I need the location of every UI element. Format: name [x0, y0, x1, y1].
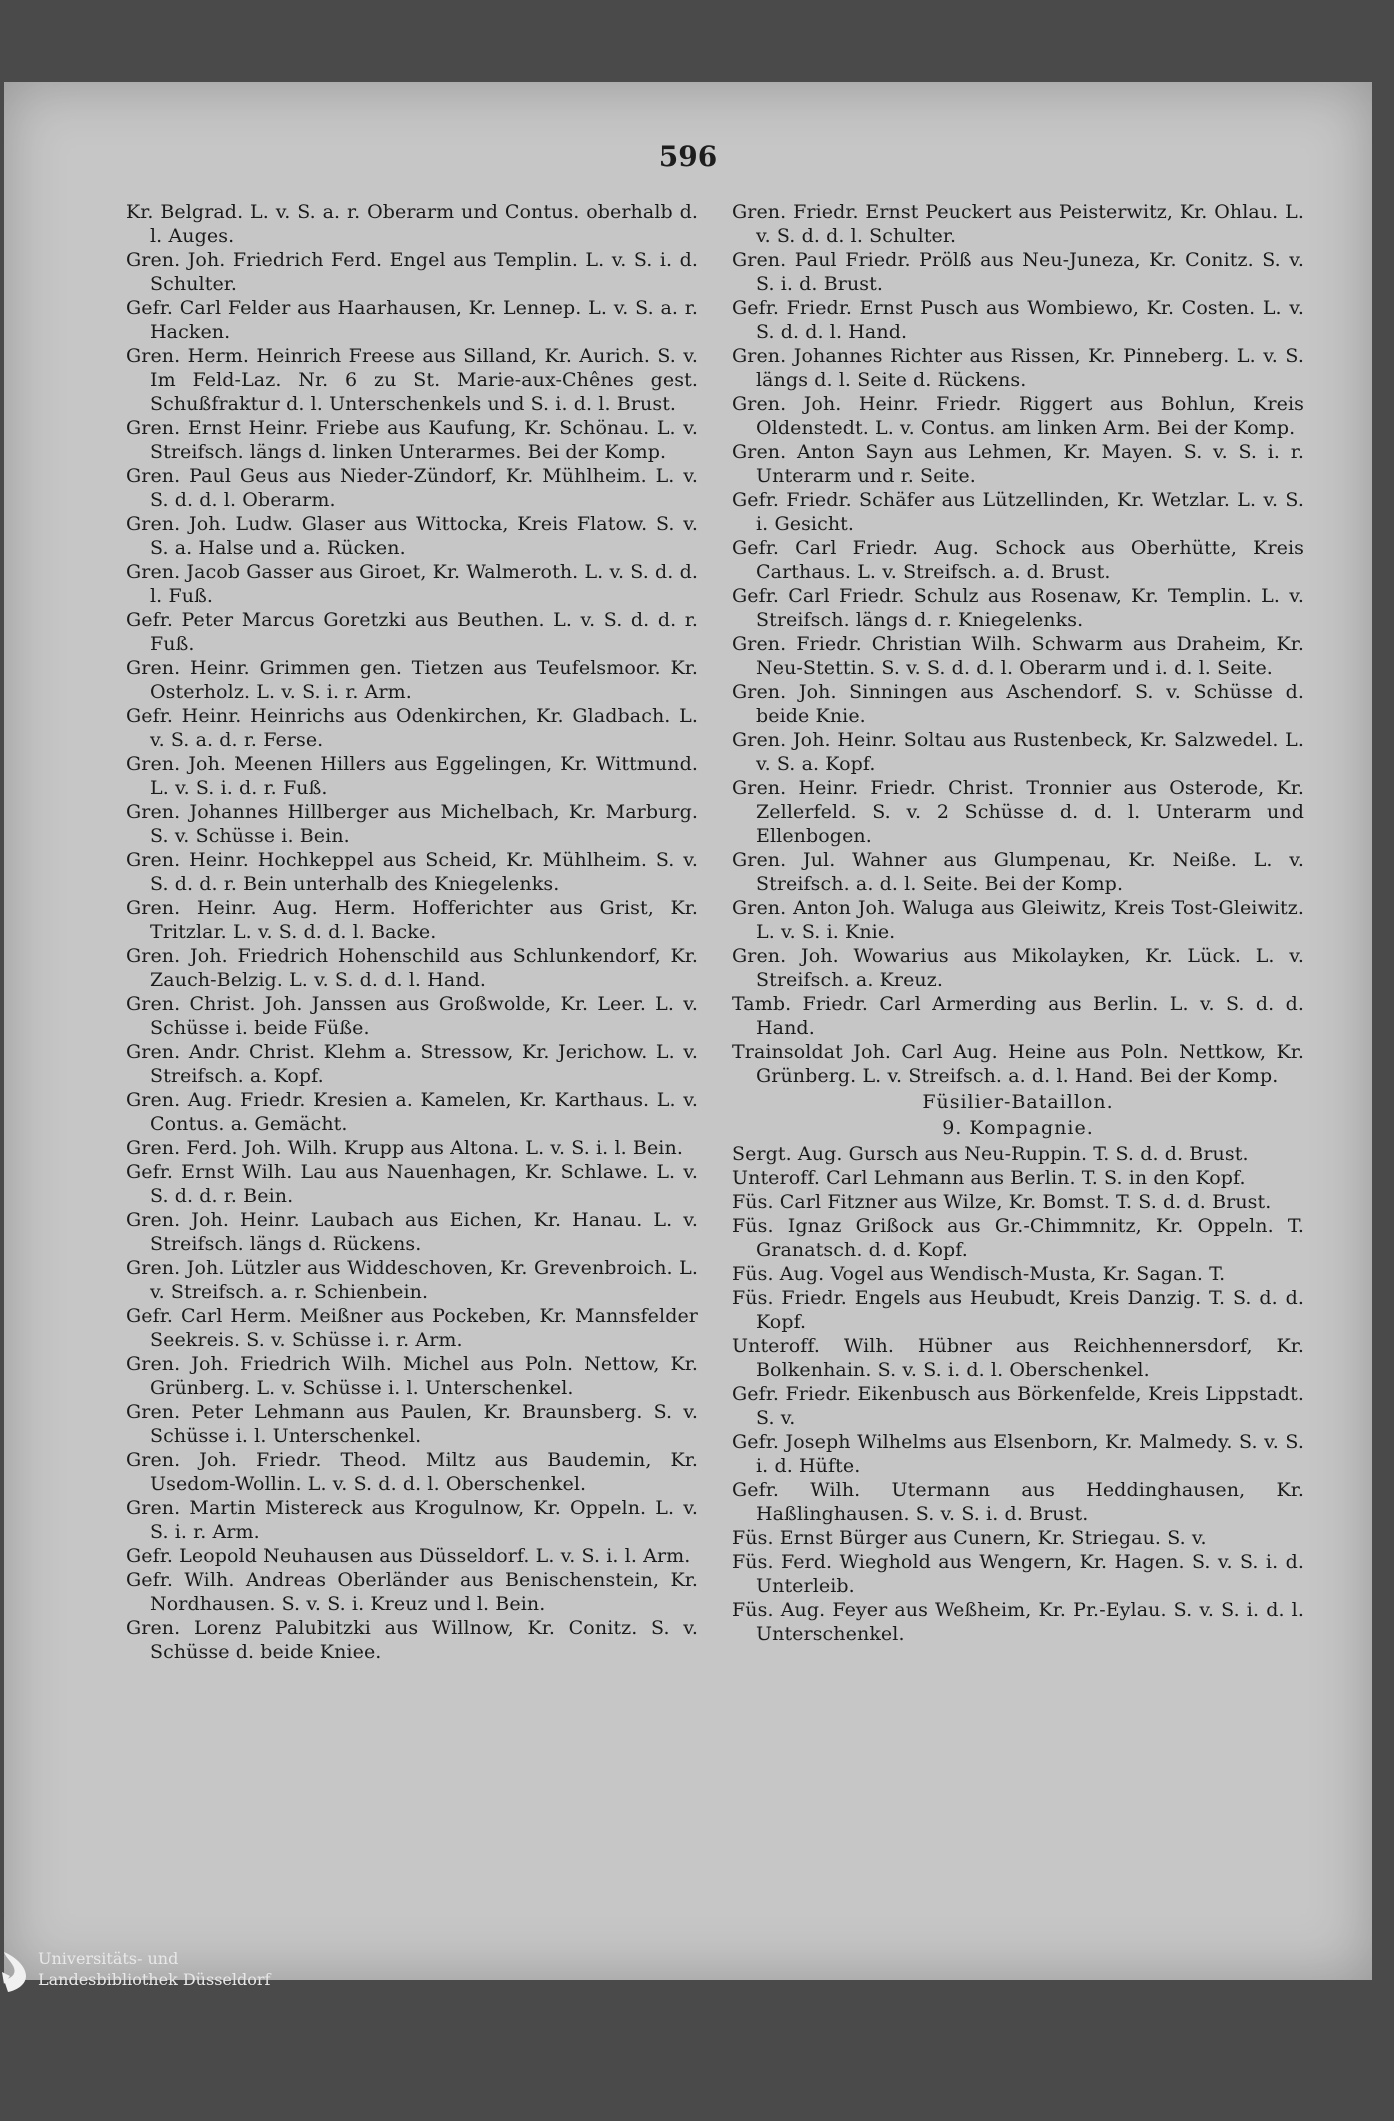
casualty-entry: Füs. Aug. Vogel aus Wendisch-Musta, Kr. Sagan. T.: [732, 1263, 1226, 1285]
casualty-entry: Gren. Joh. Meenen Hillers aus Eggelingen, Kr. Wittmund. L. v. S. i. d. r. Fuß.: [126, 753, 698, 799]
casualty-entry: Gefr. Peter Marcus Goretzki aus Beuthen. L. v. S. d. d. r. Fuß.: [126, 609, 698, 655]
casualty-entry: Gren. Joh. Heinr. Laubach aus Eichen, Kr. Hanau. L. v. Streifsch. längs d. Rückens.: [126, 1209, 698, 1255]
casualty-entry: Gren. Paul Geus aus Nieder-Zündorf, Kr. Mühlheim. L. v. S. d. d. l. Oberarm.: [126, 465, 698, 511]
library-watermark: [0, 1948, 270, 1994]
casualty-entry: Gren. Jacob Gasser aus Giroet, Kr. Walmeroth. L. v. S. d. d. l. Fuß.: [126, 561, 698, 607]
casualty-entry: Gefr. Wilh. Andreas Oberländer aus Benischenstein, Kr. Nordhausen. S. v. S. i. Kreuz und l. Bein.: [126, 1569, 698, 1615]
company-heading: 9. Kompagnie.: [942, 1117, 1094, 1139]
casualty-entry: Gren. Joh. Friedrich Ferd. Engel aus Templin. L. v. S. i. d. Schulter.: [126, 249, 698, 295]
casualty-entry: Gefr. Heinr. Heinrichs aus Odenkirchen, Kr. Gladbach. L. v. S. a. d. r. Ferse.: [126, 705, 698, 751]
page-number: 596: [658, 140, 718, 173]
casualty-entry: Tamb. Friedr. Carl Armerding aus Berlin. L. v. S. d. d. Hand.: [732, 993, 1304, 1039]
casualty-entry: Gren. Paul Friedr. Prölß aus Neu-Juneza, Kr. Conitz. S. v. S. i. d. Brust.: [732, 249, 1304, 295]
battalion-heading: Füsilier-Bataillon.: [922, 1091, 1114, 1113]
casualty-entry: Sergt. Aug. Gursch aus Neu-Ruppin. T. S. d. d. Brust.: [732, 1143, 1249, 1165]
casualty-entry: Kr. Belgrad. L. v. S. a. r. Oberarm und Contus. oberhalb d. l. Auges.: [126, 201, 698, 247]
document-page: [4, 82, 1372, 1980]
casualty-entry: Gren. Friedr. Christian Wilh. Schwarm aus Draheim, Kr. Neu-Stettin. S. v. S. d. d. l. Oberarm und i. d. l. Seite.: [732, 633, 1304, 679]
casualty-entry: Gren. Joh. Friedrich Hohenschild aus Schlunkendorf, Kr. Zauch-Belzig. L. v. S. d. d. l. Hand.: [126, 945, 698, 991]
watermark-line-1: Universitäts- und: [38, 1949, 179, 1968]
casualty-entry: Trainsoldat Joh. Carl Aug. Heine aus Poln. Nettkow, Kr. Grünberg. L. v. Streifsch. a. d. l. Hand. Bei der Komp.: [732, 1041, 1304, 1087]
casualty-entry: Gren. Heinr. Friedr. Christ. Tronnier aus Osterode, Kr. Zellerfeld. S. v. 2 Schüsse d. d. l. Unterarm und Ellenbogen.: [732, 777, 1304, 847]
casualty-entry: Gren. Christ. Joh. Janssen aus Großwolde, Kr. Leer. L. v. Schüsse i. beide Füße.: [126, 993, 698, 1039]
casualty-entry: Gren. Martin Mistereck aus Krogulnow, Kr. Oppeln. L. v. S. i. r. Arm.: [126, 1497, 698, 1543]
casualty-entry: Gren. Lorenz Palubitzki aus Willnow, Kr. Conitz. S. v. Schüsse d. beide Kniee.: [126, 1617, 698, 1663]
casualty-entry: Gefr. Carl Friedr. Aug. Schock aus Oberhütte, Kreis Carthaus. L. v. Streifsch. a. d. Brust.: [732, 537, 1304, 583]
casualty-entry: Füs. Carl Fitzner aus Wilze, Kr. Bomst. T. S. d. d. Brust.: [732, 1191, 1272, 1213]
casualty-entry: Gren. Joh. Heinr. Soltau aus Rustenbeck, Kr. Salzwedel. L. v. S. a. Kopf.: [732, 729, 1304, 775]
watermark-line-2: Landesbibliothek Düsseldorf: [38, 1970, 271, 1989]
casualty-entry: Gren. Herm. Heinrich Freese aus Silland, Kr. Aurich. S. v. Im Feld-Laz. Nr. 6 zu St. Marie-aux-Chênes gest. Schußfraktur d. l. Unterschenkels und S. i. d. l. Brust.: [126, 345, 698, 415]
casualty-entry: Gefr. Leopold Neuhausen aus Düsseldorf. L. v. S. i. l. Arm.: [126, 1545, 691, 1567]
casualty-entry: Unteroff. Wilh. Hübner aus Reichhennersdorf, Kr. Bolkenhain. S. v. S. i. d. l. Oberschenkel.: [732, 1335, 1304, 1381]
casualty-entry: Füs. Friedr. Engels aus Heubudt, Kreis Danzig. T. S. d. d. Kopf.: [732, 1287, 1304, 1333]
casualty-entry: Gren. Johannes Richter aus Rissen, Kr. Pinneberg. L. v. S. längs d. l. Seite d. Rückens.: [732, 345, 1304, 391]
casualty-entry: Gren. Ernst Heinr. Friebe aus Kaufung, Kr. Schönau. L. v. Streifsch. längs d. linken Unterarmes. Bei der Komp.: [126, 417, 698, 463]
casualty-entry: Gren. Joh. Friedr. Theod. Miltz aus Baudemin, Kr. Usedom-Wollin. L. v. S. d. d. l. Oberschenkel.: [126, 1449, 698, 1495]
casualty-entry: Gren. Anton Sayn aus Lehmen, Kr. Mayen. S. v. S. i. r. Unterarm und r. Seite.: [732, 441, 1304, 487]
casualty-entry: Gren. Aug. Friedr. Kresien a. Kamelen, Kr. Karthaus. L. v. Contus. a. Gemächt.: [126, 1089, 698, 1135]
casualty-entry: Gren. Johannes Hillberger aus Michelbach, Kr. Marburg. S. v. Schüsse i. Bein.: [126, 801, 698, 847]
library-logo-icon: [0, 1950, 30, 1994]
casualty-entry: Gren. Heinr. Grimmen gen. Tietzen aus Teufelsmoor. Kr. Osterholz. L. v. S. i. r. Arm.: [126, 657, 698, 703]
casualty-entry: Gefr. Wilh. Utermann aus Heddinghausen, Kr. Haßlinghausen. S. v. S. i. d. Brust.: [732, 1479, 1304, 1525]
casualty-entry: Gren. Joh. Ludw. Glaser aus Wittocka, Kreis Flatow. S. v. S. a. Halse und a. Rücken.: [126, 513, 698, 559]
casualty-entry: Gren. Friedr. Ernst Peuckert aus Peisterwitz, Kr. Ohlau. L. v. S. d. d. l. Schulter.: [732, 201, 1304, 247]
casualty-entry: Gren. Heinr. Hochkeppel aus Scheid, Kr. Mühlheim. S. v. S. d. d. r. Bein unterhalb des Kniegelenks.: [126, 849, 698, 895]
casualty-entry: Gren. Joh. Wowarius aus Mikolayken, Kr. Lück. L. v. Streifsch. a. Kreuz.: [732, 945, 1304, 991]
casualty-entry: Gren. Jul. Wahner aus Glumpenau, Kr. Neiße. L. v. Streifsch. a. d. l. Seite. Bei der Komp.: [732, 849, 1304, 895]
right-column-entries-lower: [732, 1142, 1304, 1646]
casualty-entry: Gefr. Friedr. Ernst Pusch aus Wombiewo, Kr. Costen. L. v. S. d. d. l. Hand.: [732, 297, 1304, 343]
left-column: [126, 200, 698, 1664]
casualty-entry: Gefr. Carl Herm. Meißner aus Pockeben, Kr. Mannsfelder Seekreis. S. v. Schüsse i. r. Arm.: [126, 1305, 698, 1351]
casualty-entry: Gren. Joh. Heinr. Friedr. Riggert aus Bohlun, Kreis Oldenstedt. L. v. Contus. am linken Arm. Bei der Komp.: [732, 393, 1304, 439]
casualty-entry: Gren. Heinr. Aug. Herm. Hofferichter aus Grist, Kr. Tritzlar. L. v. S. d. d. l. Backe.: [126, 897, 698, 943]
casualty-entry: Gefr. Joseph Wilhelms aus Elsenborn, Kr. Malmedy. S. v. S. i. d. Hüfte.: [732, 1431, 1304, 1477]
right-column: [732, 200, 1304, 1646]
casualty-entry: Gefr. Friedr. Eikenbusch aus Börkenfelde, Kreis Lippstadt. S. v.: [732, 1383, 1304, 1429]
casualty-entry: Unteroff. Carl Lehmann aus Berlin. T. S. in den Kopf.: [732, 1167, 1246, 1189]
casualty-entry: Gren. Joh. Lützler aus Widdeschoven, Kr. Grevenbroich. L. v. Streifsch. a. r. Schienbein.: [126, 1257, 698, 1303]
casualty-entry: Gefr. Friedr. Schäfer aus Lützellinden, Kr. Wetzlar. L. v. S. i. Gesicht.: [732, 489, 1304, 535]
casualty-entry: Gefr. Carl Felder aus Haarhausen, Kr. Lennep. L. v. S. a. r. Hacken.: [126, 297, 698, 343]
casualty-entry: Füs. Ignaz Grißock aus Gr.-Chimmnitz, Kr. Oppeln. T. Granatsch. d. d. Kopf.: [732, 1215, 1304, 1261]
casualty-entry: Gren. Joh. Sinningen aus Aschendorf. S. v. Schüsse d. beide Knie.: [732, 681, 1304, 727]
casualty-entry: Gefr. Carl Friedr. Schulz aus Rosenaw, Kr. Templin. L. v. Streifsch. längs d. r. Kniegelenks.: [732, 585, 1304, 631]
casualty-entry: Gren. Joh. Friedrich Wilh. Michel aus Poln. Nettow, Kr. Grünberg. L. v. Schüsse i. l. Unterschenkel.: [126, 1353, 698, 1399]
casualty-entry: Gren. Ferd. Joh. Wilh. Krupp aus Altona. L. v. S. i. l. Bein.: [126, 1137, 683, 1159]
casualty-entry: Gefr. Ernst Wilh. Lau aus Nauenhagen, Kr. Schlawe. L. v. S. d. d. r. Bein.: [126, 1161, 698, 1207]
casualty-entry: Füs. Ernst Bürger aus Cunern, Kr. Striegau. S. v.: [732, 1527, 1207, 1549]
right-column-entries-upper: [732, 200, 1304, 1088]
casualty-entry: Füs. Ferd. Wieghold aus Wengern, Kr. Hagen. S. v. S. i. d. Unterleib.: [732, 1551, 1304, 1597]
casualty-entry: Gren. Andr. Christ. Klehm a. Stressow, Kr. Jerichow. L. v. Streifsch. a. Kopf.: [126, 1041, 698, 1087]
casualty-entry: Gren. Anton Joh. Waluga aus Gleiwitz, Kreis Tost-Gleiwitz. L. v. S. i. Knie.: [732, 897, 1304, 943]
casualty-entry: Gren. Peter Lehmann aus Paulen, Kr. Braunsberg. S. v. Schüsse i. l. Unterschenkel.: [126, 1401, 698, 1447]
casualty-entry: Füs. Aug. Feyer aus Weßheim, Kr. Pr.-Eylau. S. v. S. i. d. l. Unterschenkel.: [732, 1599, 1304, 1645]
